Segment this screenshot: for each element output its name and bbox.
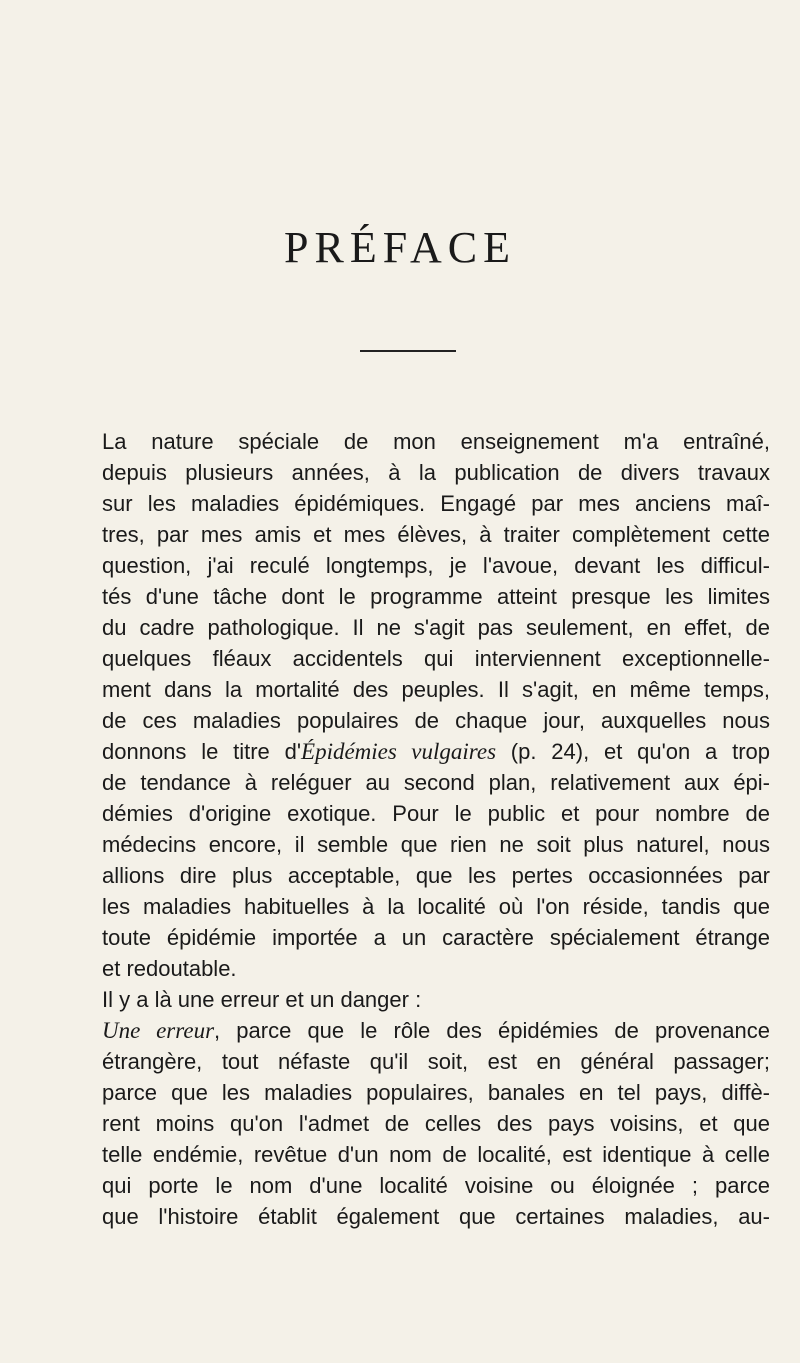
text-line-with-italic xyxy=(102,736,770,767)
text-line: parce que les maladies populaires, banales en tel pays, diffè- xyxy=(102,1080,770,1105)
text-segment: donnons le titre d' xyxy=(102,739,302,764)
text-line: La nature spéciale de mon enseignement m'a entraîné, xyxy=(102,429,770,454)
preface-body xyxy=(102,426,770,1232)
text-line: médecins encore, il semble que rien ne soit plus naturel, nous xyxy=(102,832,770,857)
text-line: sur les maladies épidémiques. Engagé par mes anciens maî- xyxy=(102,491,770,516)
text-line: tés d'une tâche dont le programme atteint presque les limites xyxy=(102,584,770,609)
text-line: allions dire plus acceptable, que les pertes occasionnées par xyxy=(102,863,770,888)
page-title: PRÉFACE xyxy=(284,223,516,272)
text-line: de tendance à reléguer au second plan, relativement aux épi- xyxy=(102,770,770,795)
text-segment: , parce que le rôle des épidémies de provenance xyxy=(214,1018,770,1043)
title-divider xyxy=(360,350,456,352)
text-segment: (p. 24), et qu'on a trop xyxy=(496,739,770,764)
text-line: telle endémie, revêtue d'un nom de localité, est identique à celle xyxy=(102,1142,770,1167)
text-line: toute épidémie importée a un caractère spécialement étrange xyxy=(102,925,770,950)
text-line: ment dans la mortalité des peuples. Il s'agit, en même temps, xyxy=(102,677,770,702)
text-line: rent moins qu'on l'admet de celles des pays voisins, et que xyxy=(102,1111,770,1136)
italic-title: Épidémies vulgaires xyxy=(301,739,497,764)
text-line: question, j'ai reculé longtemps, je l'avoue, devant les difficul- xyxy=(102,553,770,578)
text-line: les maladies habituelles à la localité où l'on réside, tandis que xyxy=(102,894,770,919)
text-line: que l'histoire établit également que certaines maladies, au- xyxy=(102,1204,770,1229)
text-line: de ces maladies populaires de chaque jour, auxquelles nous xyxy=(102,708,770,733)
text-line: démies d'origine exotique. Pour le public et pour nombre de xyxy=(102,801,770,826)
text-line: Il y a là une erreur et un danger : xyxy=(102,987,422,1012)
text-line: qui porte le nom d'une localité voisine ou éloignée ; parce xyxy=(102,1173,770,1198)
text-line: et redoutable. xyxy=(102,956,237,981)
italic-phrase: Une erreur xyxy=(102,1018,215,1043)
text-line: étrangère, tout néfaste qu'il soit, est en général passager; xyxy=(102,1049,770,1074)
text-line: du cadre pathologique. Il ne s'agit pas seulement, en effet, de xyxy=(102,615,770,640)
text-line: quelques fléaux accidentels qui interviennent exceptionnelle- xyxy=(102,646,770,671)
text-line-with-italic xyxy=(102,1015,770,1046)
text-line: tres, par mes amis et mes élèves, à traiter complètement cette xyxy=(102,522,770,547)
text-line: depuis plusieurs années, à la publication de divers travaux xyxy=(102,460,770,485)
